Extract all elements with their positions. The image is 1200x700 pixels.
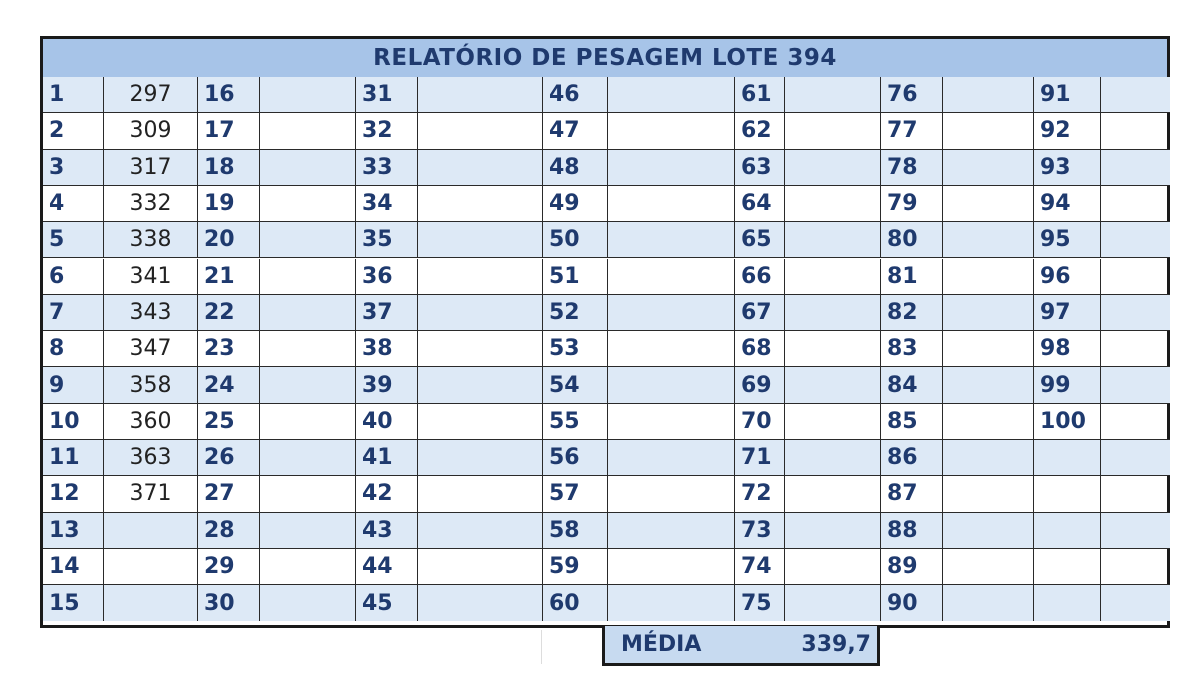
weight-value-cell	[260, 259, 356, 295]
weigh-index-cell: 98	[1034, 331, 1101, 367]
weigh-index-cell: 95	[1034, 222, 1101, 258]
weight-value-cell: 358	[104, 367, 198, 403]
weight-value-cell	[1101, 331, 1170, 367]
weigh-index-cell: 2	[43, 113, 104, 149]
weight-value-cell	[943, 186, 1034, 222]
weigh-index-cell	[1034, 513, 1101, 549]
weight-value-cell	[260, 549, 356, 585]
weigh-index-cell: 16	[198, 77, 260, 113]
weigh-index-cell: 89	[881, 549, 943, 585]
report-title: RELATÓRIO DE PESAGEM LOTE 394	[43, 39, 1167, 79]
weigh-index-cell: 64	[735, 186, 785, 222]
weigh-index-cell: 94	[1034, 186, 1101, 222]
weigh-index-cell: 50	[543, 222, 608, 258]
weight-value-cell	[608, 113, 735, 149]
weight-value-cell	[943, 513, 1034, 549]
weigh-index-cell: 23	[198, 331, 260, 367]
weigh-index-cell: 43	[356, 513, 418, 549]
weigh-index-cell: 62	[735, 113, 785, 149]
weight-value-cell	[418, 585, 543, 621]
weight-value-cell	[785, 367, 881, 403]
weight-value-cell	[260, 367, 356, 403]
weight-value-cell	[608, 440, 735, 476]
weight-value-cell: 371	[104, 476, 198, 512]
weigh-index-cell: 13	[43, 513, 104, 549]
weight-value-cell	[608, 186, 735, 222]
weigh-index-cell: 83	[881, 331, 943, 367]
weight-value-cell	[608, 404, 735, 440]
weight-value-cell	[943, 295, 1034, 331]
weigh-index-cell: 24	[198, 367, 260, 403]
weigh-index-cell: 66	[735, 259, 785, 295]
weigh-index-cell: 14	[43, 549, 104, 585]
weigh-index-cell: 54	[543, 367, 608, 403]
weigh-index-cell: 40	[356, 404, 418, 440]
weigh-index-cell: 90	[881, 585, 943, 621]
weigh-index-cell: 31	[356, 77, 418, 113]
weight-value-cell	[608, 585, 735, 621]
weight-value-cell: 347	[104, 331, 198, 367]
weight-value-cell	[608, 331, 735, 367]
weigh-index-cell: 37	[356, 295, 418, 331]
weight-value-cell	[608, 476, 735, 512]
weigh-index-cell: 65	[735, 222, 785, 258]
weigh-index-cell: 22	[198, 295, 260, 331]
weigh-index-cell: 3	[43, 150, 104, 186]
weigh-index-cell: 88	[881, 513, 943, 549]
weight-value-cell	[104, 549, 198, 585]
weight-value-cell	[943, 222, 1034, 258]
weigh-index-cell: 33	[356, 150, 418, 186]
weight-value-cell	[104, 513, 198, 549]
weight-value-cell: 338	[104, 222, 198, 258]
average-value: 339,7	[801, 632, 871, 657]
weigh-index-cell: 15	[43, 585, 104, 621]
divider	[541, 630, 542, 664]
weight-value-cell	[943, 77, 1034, 113]
weigh-index-cell: 56	[543, 440, 608, 476]
weight-value-cell	[418, 513, 543, 549]
weight-value-cell: 343	[104, 295, 198, 331]
weigh-index-cell: 68	[735, 331, 785, 367]
weight-value-cell	[1101, 295, 1170, 331]
weight-value-cell: 363	[104, 440, 198, 476]
weigh-index-cell: 93	[1034, 150, 1101, 186]
average-summary	[602, 626, 880, 666]
weigh-index-cell: 82	[881, 295, 943, 331]
weight-value-cell	[1101, 150, 1170, 186]
weigh-index-cell: 10	[43, 404, 104, 440]
weigh-index-cell: 26	[198, 440, 260, 476]
weight-value-cell	[1101, 549, 1170, 585]
weight-value-cell	[1101, 222, 1170, 258]
weigh-index-cell: 75	[735, 585, 785, 621]
weight-value-cell	[260, 440, 356, 476]
weight-value-cell	[1101, 77, 1170, 113]
weight-value-cell	[608, 549, 735, 585]
weigh-index-cell: 38	[356, 331, 418, 367]
weigh-index-cell: 58	[543, 513, 608, 549]
weigh-index-cell: 21	[198, 259, 260, 295]
weight-value-cell: 360	[104, 404, 198, 440]
weigh-index-cell: 63	[735, 150, 785, 186]
weight-value-cell	[943, 113, 1034, 149]
weigh-index-cell: 35	[356, 222, 418, 258]
weigh-index-cell: 60	[543, 585, 608, 621]
weigh-index-cell: 12	[43, 476, 104, 512]
weight-value-cell	[418, 367, 543, 403]
weigh-index-cell: 41	[356, 440, 418, 476]
weigh-index-cell: 45	[356, 585, 418, 621]
weight-value-cell	[260, 295, 356, 331]
weigh-index-cell: 19	[198, 186, 260, 222]
weigh-index-cell: 53	[543, 331, 608, 367]
weigh-index-cell: 91	[1034, 77, 1101, 113]
weight-value-cell	[943, 549, 1034, 585]
average-label: MÉDIA	[621, 632, 702, 657]
weight-value-cell	[1101, 404, 1170, 440]
weight-value-cell	[785, 259, 881, 295]
weigh-index-cell: 87	[881, 476, 943, 512]
weight-value-cell	[785, 150, 881, 186]
weigh-index-cell: 74	[735, 549, 785, 585]
weight-value-cell	[943, 440, 1034, 476]
weight-value-cell	[260, 113, 356, 149]
weigh-index-cell: 34	[356, 186, 418, 222]
weight-value-cell	[260, 222, 356, 258]
weigh-index-cell: 86	[881, 440, 943, 476]
weight-value-cell	[260, 186, 356, 222]
weigh-index-cell: 57	[543, 476, 608, 512]
weight-value-cell	[785, 77, 881, 113]
weight-value-cell	[785, 404, 881, 440]
weight-value-cell	[785, 222, 881, 258]
weigh-index-cell	[1034, 549, 1101, 585]
weigh-index-cell: 32	[356, 113, 418, 149]
weigh-index-cell: 67	[735, 295, 785, 331]
weigh-index-cell: 61	[735, 77, 785, 113]
weight-value-cell	[1101, 585, 1170, 621]
weigh-index-cell: 99	[1034, 367, 1101, 403]
weigh-index-cell: 11	[43, 440, 104, 476]
weight-value-cell	[608, 222, 735, 258]
weight-value-cell	[260, 77, 356, 113]
weigh-index-cell: 28	[198, 513, 260, 549]
weigh-index-cell: 1	[43, 77, 104, 113]
weigh-index-cell: 44	[356, 549, 418, 585]
weight-value-cell	[418, 331, 543, 367]
weigh-index-cell: 29	[198, 549, 260, 585]
weigh-index-cell: 8	[43, 331, 104, 367]
weight-value-cell	[418, 259, 543, 295]
weight-value-cell	[785, 476, 881, 512]
weigh-index-cell: 4	[43, 186, 104, 222]
weight-value-cell	[608, 367, 735, 403]
weight-value-cell	[260, 331, 356, 367]
weigh-index-cell: 76	[881, 77, 943, 113]
weigh-index-cell: 49	[543, 186, 608, 222]
weigh-index-cell: 18	[198, 150, 260, 186]
weight-value-cell	[418, 186, 543, 222]
weigh-index-cell: 79	[881, 186, 943, 222]
weight-value-cell	[418, 440, 543, 476]
weight-value-cell	[943, 331, 1034, 367]
weigh-index-cell: 55	[543, 404, 608, 440]
weigh-index-cell: 77	[881, 113, 943, 149]
weight-value-cell	[608, 150, 735, 186]
weight-value-cell	[785, 549, 881, 585]
weigh-index-cell	[1034, 476, 1101, 512]
weight-value-cell	[785, 113, 881, 149]
weight-value-cell	[943, 259, 1034, 295]
weight-value-cell	[260, 404, 356, 440]
weigh-index-cell: 46	[543, 77, 608, 113]
weigh-index-cell: 78	[881, 150, 943, 186]
weight-value-cell	[260, 150, 356, 186]
weight-value-cell	[1101, 186, 1170, 222]
weigh-index-cell: 59	[543, 549, 608, 585]
weigh-index-cell	[1034, 440, 1101, 476]
weight-value-cell	[785, 186, 881, 222]
weight-value-cell	[260, 585, 356, 621]
weight-value-cell	[1101, 113, 1170, 149]
weigh-index-cell: 97	[1034, 295, 1101, 331]
weight-value-cell	[418, 150, 543, 186]
weigh-index-cell: 6	[43, 259, 104, 295]
weigh-index-cell: 30	[198, 585, 260, 621]
weigh-index-cell: 25	[198, 404, 260, 440]
weigh-index-cell: 17	[198, 113, 260, 149]
weight-value-cell	[785, 585, 881, 621]
weigh-index-cell: 80	[881, 222, 943, 258]
weight-value-cell	[943, 476, 1034, 512]
weight-value-cell	[943, 367, 1034, 403]
weight-value-cell	[260, 513, 356, 549]
weigh-index-cell: 85	[881, 404, 943, 440]
weigh-index-cell: 92	[1034, 113, 1101, 149]
weigh-index-cell	[1034, 585, 1101, 621]
weight-value-cell	[608, 295, 735, 331]
weight-value-cell	[104, 585, 198, 621]
weigh-index-cell: 69	[735, 367, 785, 403]
weight-value-cell	[418, 222, 543, 258]
weigh-index-cell: 39	[356, 367, 418, 403]
weigh-index-cell: 84	[881, 367, 943, 403]
weight-value-cell	[943, 585, 1034, 621]
weight-value-cell	[260, 476, 356, 512]
weigh-index-cell: 51	[543, 259, 608, 295]
weigh-index-cell: 27	[198, 476, 260, 512]
weigh-index-cell: 81	[881, 259, 943, 295]
weight-value-cell	[608, 77, 735, 113]
weighing-report-table	[40, 36, 1170, 628]
weigh-index-cell: 96	[1034, 259, 1101, 295]
weight-value-cell	[418, 549, 543, 585]
weigh-index-cell: 71	[735, 440, 785, 476]
weight-value-cell	[1101, 440, 1170, 476]
weight-value-cell	[785, 440, 881, 476]
weigh-index-cell: 70	[735, 404, 785, 440]
weight-value-cell	[418, 77, 543, 113]
weight-value-cell: 341	[104, 259, 198, 295]
weight-value-cell	[418, 295, 543, 331]
weight-value-cell	[943, 150, 1034, 186]
weight-value-cell: 309	[104, 113, 198, 149]
weight-value-cell	[418, 113, 543, 149]
weigh-index-cell: 52	[543, 295, 608, 331]
weigh-index-cell: 7	[43, 295, 104, 331]
weigh-index-cell: 36	[356, 259, 418, 295]
weight-value-cell	[785, 295, 881, 331]
weigh-index-cell: 9	[43, 367, 104, 403]
weight-value-cell	[785, 513, 881, 549]
weigh-index-cell: 73	[735, 513, 785, 549]
weight-value-cell	[785, 331, 881, 367]
weigh-index-cell: 47	[543, 113, 608, 149]
weigh-index-cell: 5	[43, 222, 104, 258]
weight-value-cell: 297	[104, 77, 198, 113]
weight-value-cell	[608, 259, 735, 295]
weight-value-cell	[418, 404, 543, 440]
weigh-index-cell: 42	[356, 476, 418, 512]
weight-value-cell	[1101, 259, 1170, 295]
weigh-index-cell: 72	[735, 476, 785, 512]
weigh-index-cell: 100	[1034, 404, 1101, 440]
weight-value-cell: 317	[104, 150, 198, 186]
weight-value-cell	[943, 404, 1034, 440]
weight-value-cell	[1101, 367, 1170, 403]
weight-value-cell: 332	[104, 186, 198, 222]
weight-value-cell	[418, 476, 543, 512]
weight-value-cell	[608, 513, 735, 549]
weigh-index-cell: 20	[198, 222, 260, 258]
weight-value-cell	[1101, 476, 1170, 512]
weight-value-cell	[1101, 513, 1170, 549]
weigh-index-cell: 48	[543, 150, 608, 186]
